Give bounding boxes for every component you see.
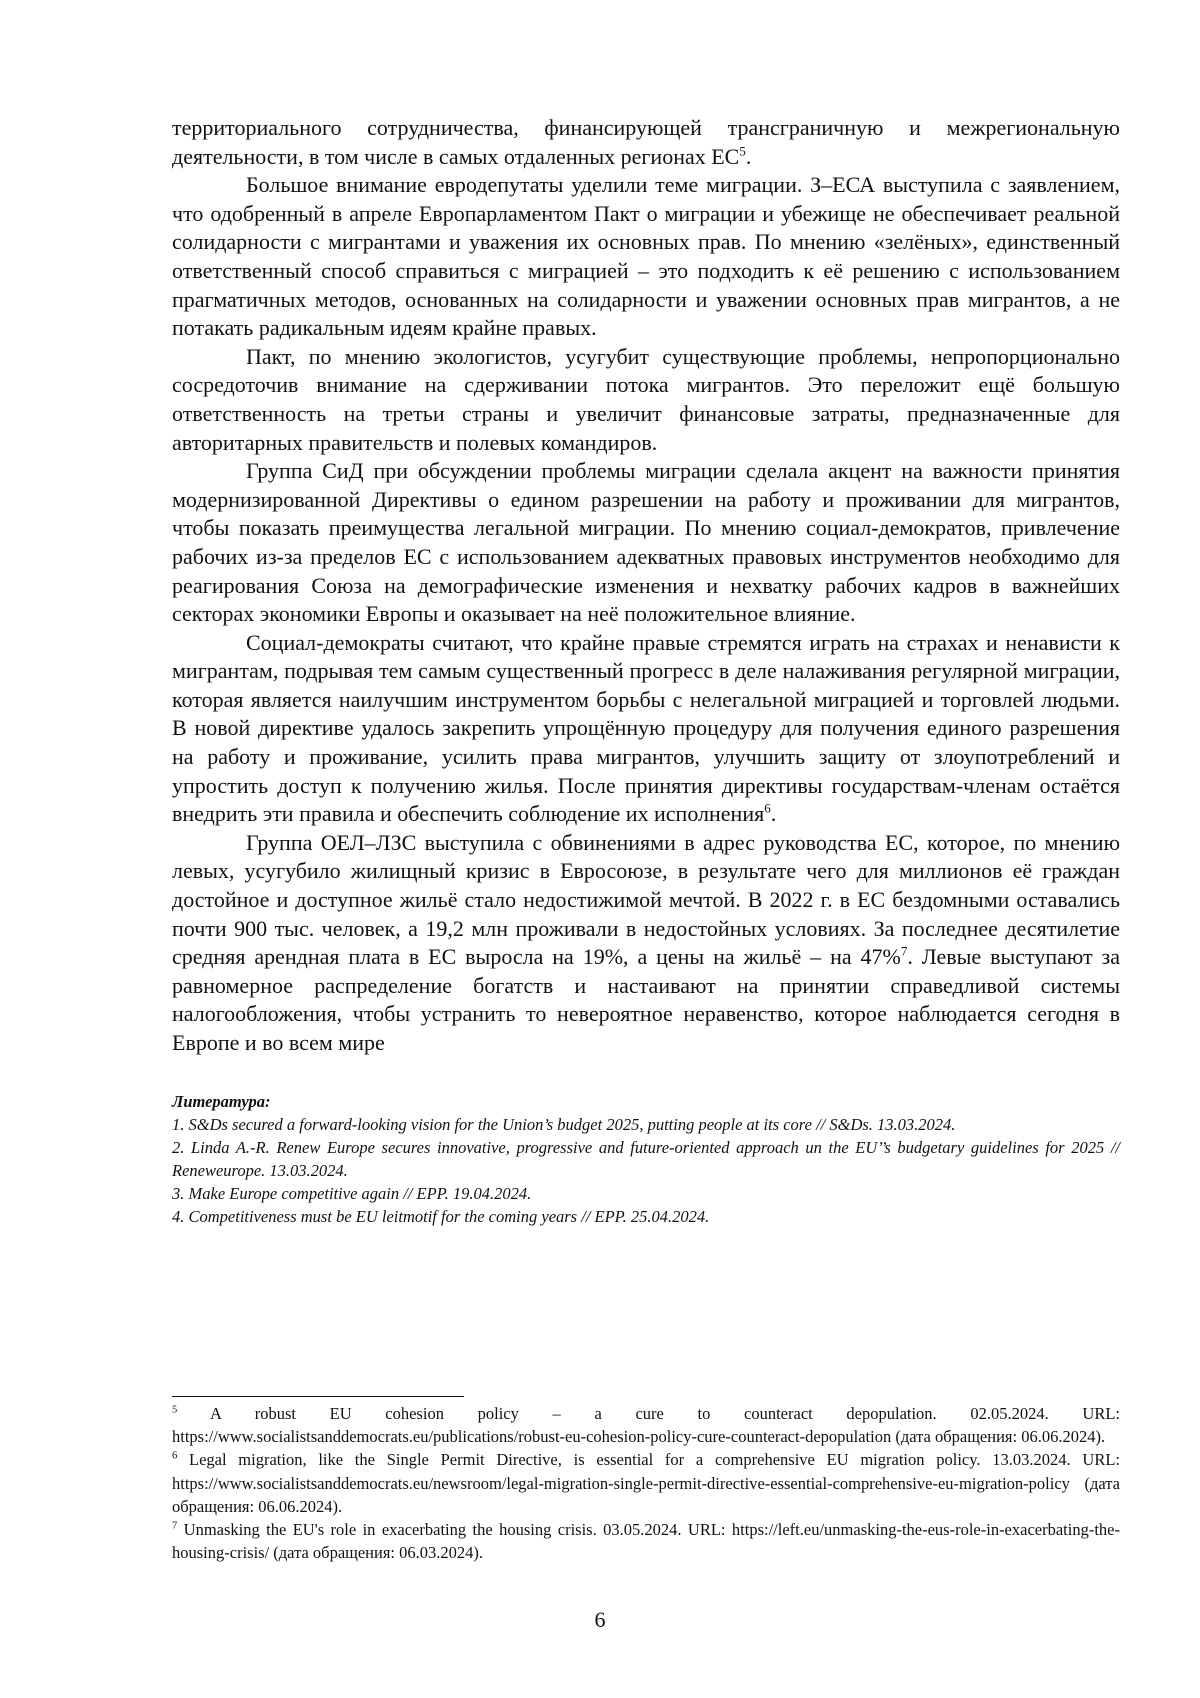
paragraph-continuation — [172, 114, 1120, 171]
literature-heading: Литература: — [172, 1091, 271, 1111]
paragraph-left-group — [172, 829, 1120, 1058]
footnote-text: A robust EU cohesion policy – a cure to counteract depopulation. 02.05.2024. URL: https://www.socialistsanddemocrats.eu/publications/robust-eu-cohesion-policy-cure-counteract-depopulation (дата обращения: 06.06.2024). — [172, 1404, 1120, 1447]
paragraph-social-democrats — [172, 629, 1120, 829]
literature-item: 1. S&Ds secured a forward-looking vision for the Union’s budget 2025, putting people at its core // S&Ds. 13.03.2024. — [172, 1114, 956, 1134]
footnote-text: Legal migration, like the Single Permit Directive, is essential for a comprehensive EU migration policy. 13.03.2024. URL: https://www.socialistsanddemocrats.eu/newsroom/legal-migration-single-permit-directive-essential-comprehensive-eu-migration-policy (дата обращения: 06.06.2024). — [172, 1450, 1120, 1516]
footnote-6 — [172, 1448, 1120, 1518]
footnote-ref-7[interactable]: 7 — [900, 943, 908, 959]
footnote-5 — [172, 1402, 1120, 1448]
paragraph-tail: . — [745, 143, 752, 169]
paragraph-text: Группа ОЕЛ–ЛЗС выступила с обвинениями в адрес руководства ЕС, которое, по мнению левых, усугубило жилищный кризис в Евросоюзе, в результате чего для миллионов её граждан достойное и доступное жильё стало недостижимой мечтой. В 2022 г. в ЕС бездомными оставались почти 900 тыс. человек, а 19,2 млн проживали в недостойных условиях. За последнее десятилетие средняя арендная плата в ЕС выросла на 19%, а цены на жильё – на 47% — [172, 829, 1120, 970]
footnote-number: 6 — [172, 1450, 178, 1462]
footnote-text: Unmasking the EU's role in exacerbating the housing crisis. 03.05.2024. URL: https://left.eu/unmasking-the-eus-role-in-exacerbating-the-housing-crisis/ (дата обращения: 06.03.2024). — [172, 1520, 1120, 1563]
page-body — [172, 114, 1120, 1228]
footnote-number: 5 — [172, 1404, 178, 1416]
paragraph-tail: . Левые выступают за равномерное распределение богатств и настаивают на принятии справедливой системы налогообложения, чтобы устранить то невероятное неравенство, которое наблюдается сегодня в Европе и во всем мире — [172, 944, 1120, 1055]
footnote-separator — [172, 1396, 464, 1397]
footnote-ref-6[interactable]: 6 — [764, 800, 771, 816]
footnote-number: 7 — [172, 1520, 178, 1532]
paragraph-text: территориального сотрудничества, финансирующей трансграничную и межрегиональную деятельности, в том числе в самых отдаленных регионах ЕС — [172, 115, 1120, 169]
paragraph-pact: Пакт, по мнению экологистов, усугубит существующие проблемы, непропорционально сосредоточив внимание на сдерживании потока мигрантов. Это переложит ещё большую ответственность на третьи страны и увеличит финансовые затраты, предназначенные для авторитарных правительств и полевых командиров. — [172, 343, 1120, 455]
footnotes — [172, 1402, 1120, 1564]
paragraph-tail: . — [770, 801, 777, 827]
literature-section — [172, 1090, 1120, 1228]
paragraph-text: Социал-демократы считают, что крайне правые стремятся играть на страхах и ненависти к мигрантам, подрывая тем самым существенный прогресс в деле налаживания регулярной миграции, которая является наилучшим инструментом борьбы с нелегальной миграцией и торговлей людьми. В новой директиве удалось закрепить упрощённую процедуру для получения единого разрешения на работу и проживание, усилить права мигрантов, улучшить защиту от злоупотреблений и упростить доступ к получению жилья. После принятия директивы государствам-членам остаётся внедрить эти правила и обеспечить соблюдение их исполнения — [172, 629, 1120, 827]
paragraph-sd-group: Группа СиД при обсуждении проблемы миграции сделала акцент на важности принятия модернизированной Директивы о едином разрешении на работу и проживании для мигрантов, чтобы показать преимущества легальной миграции. По мнению социал-демократов, привлечение рабочих из-за пределов ЕС с использованием адекватных правовых инструментов необходимо для реагирования Союза на демографические изменения и нехватку рабочих кадров в важнейших секторах экономики Европы и оказывает на неё положительное влияние. — [172, 458, 1120, 627]
literature-item: 4. Competitiveness must be EU leitmotif for the coming years // EPP. 25.04.2024. — [172, 1206, 710, 1226]
literature-item: 2. Linda A.-R. Renew Europe secures innovative, progressive and future-oriented approach un the EU’’s budgetary guidelines for 2025 // Reneweurope. 13.03.2024. — [172, 1137, 1120, 1180]
literature-item: 3. Make Europe competitive again // EPP. 19.04.2024. — [172, 1183, 532, 1203]
footnote-7 — [172, 1518, 1120, 1564]
footnote-ref-5[interactable]: 5 — [739, 143, 746, 159]
page-number: 6 — [594, 1607, 606, 1632]
paragraph-migration: Большое внимание евродепутаты уделили теме миграции. З–ЕСА выступила с заявлением, что одобренный в апреле Европарламентом Пакт о миграции и убежище не обеспечивает реальной солидарности с мигрантами и уважения их основных прав. По мнению «зелёных», единственный ответственный способ справиться с миграцией – это подходить к её решению с использованием прагматичных методов, основанных на солидарности и уважении основных прав мигрантов, а не потакать радикальным идеям крайне правых. — [172, 172, 1120, 341]
